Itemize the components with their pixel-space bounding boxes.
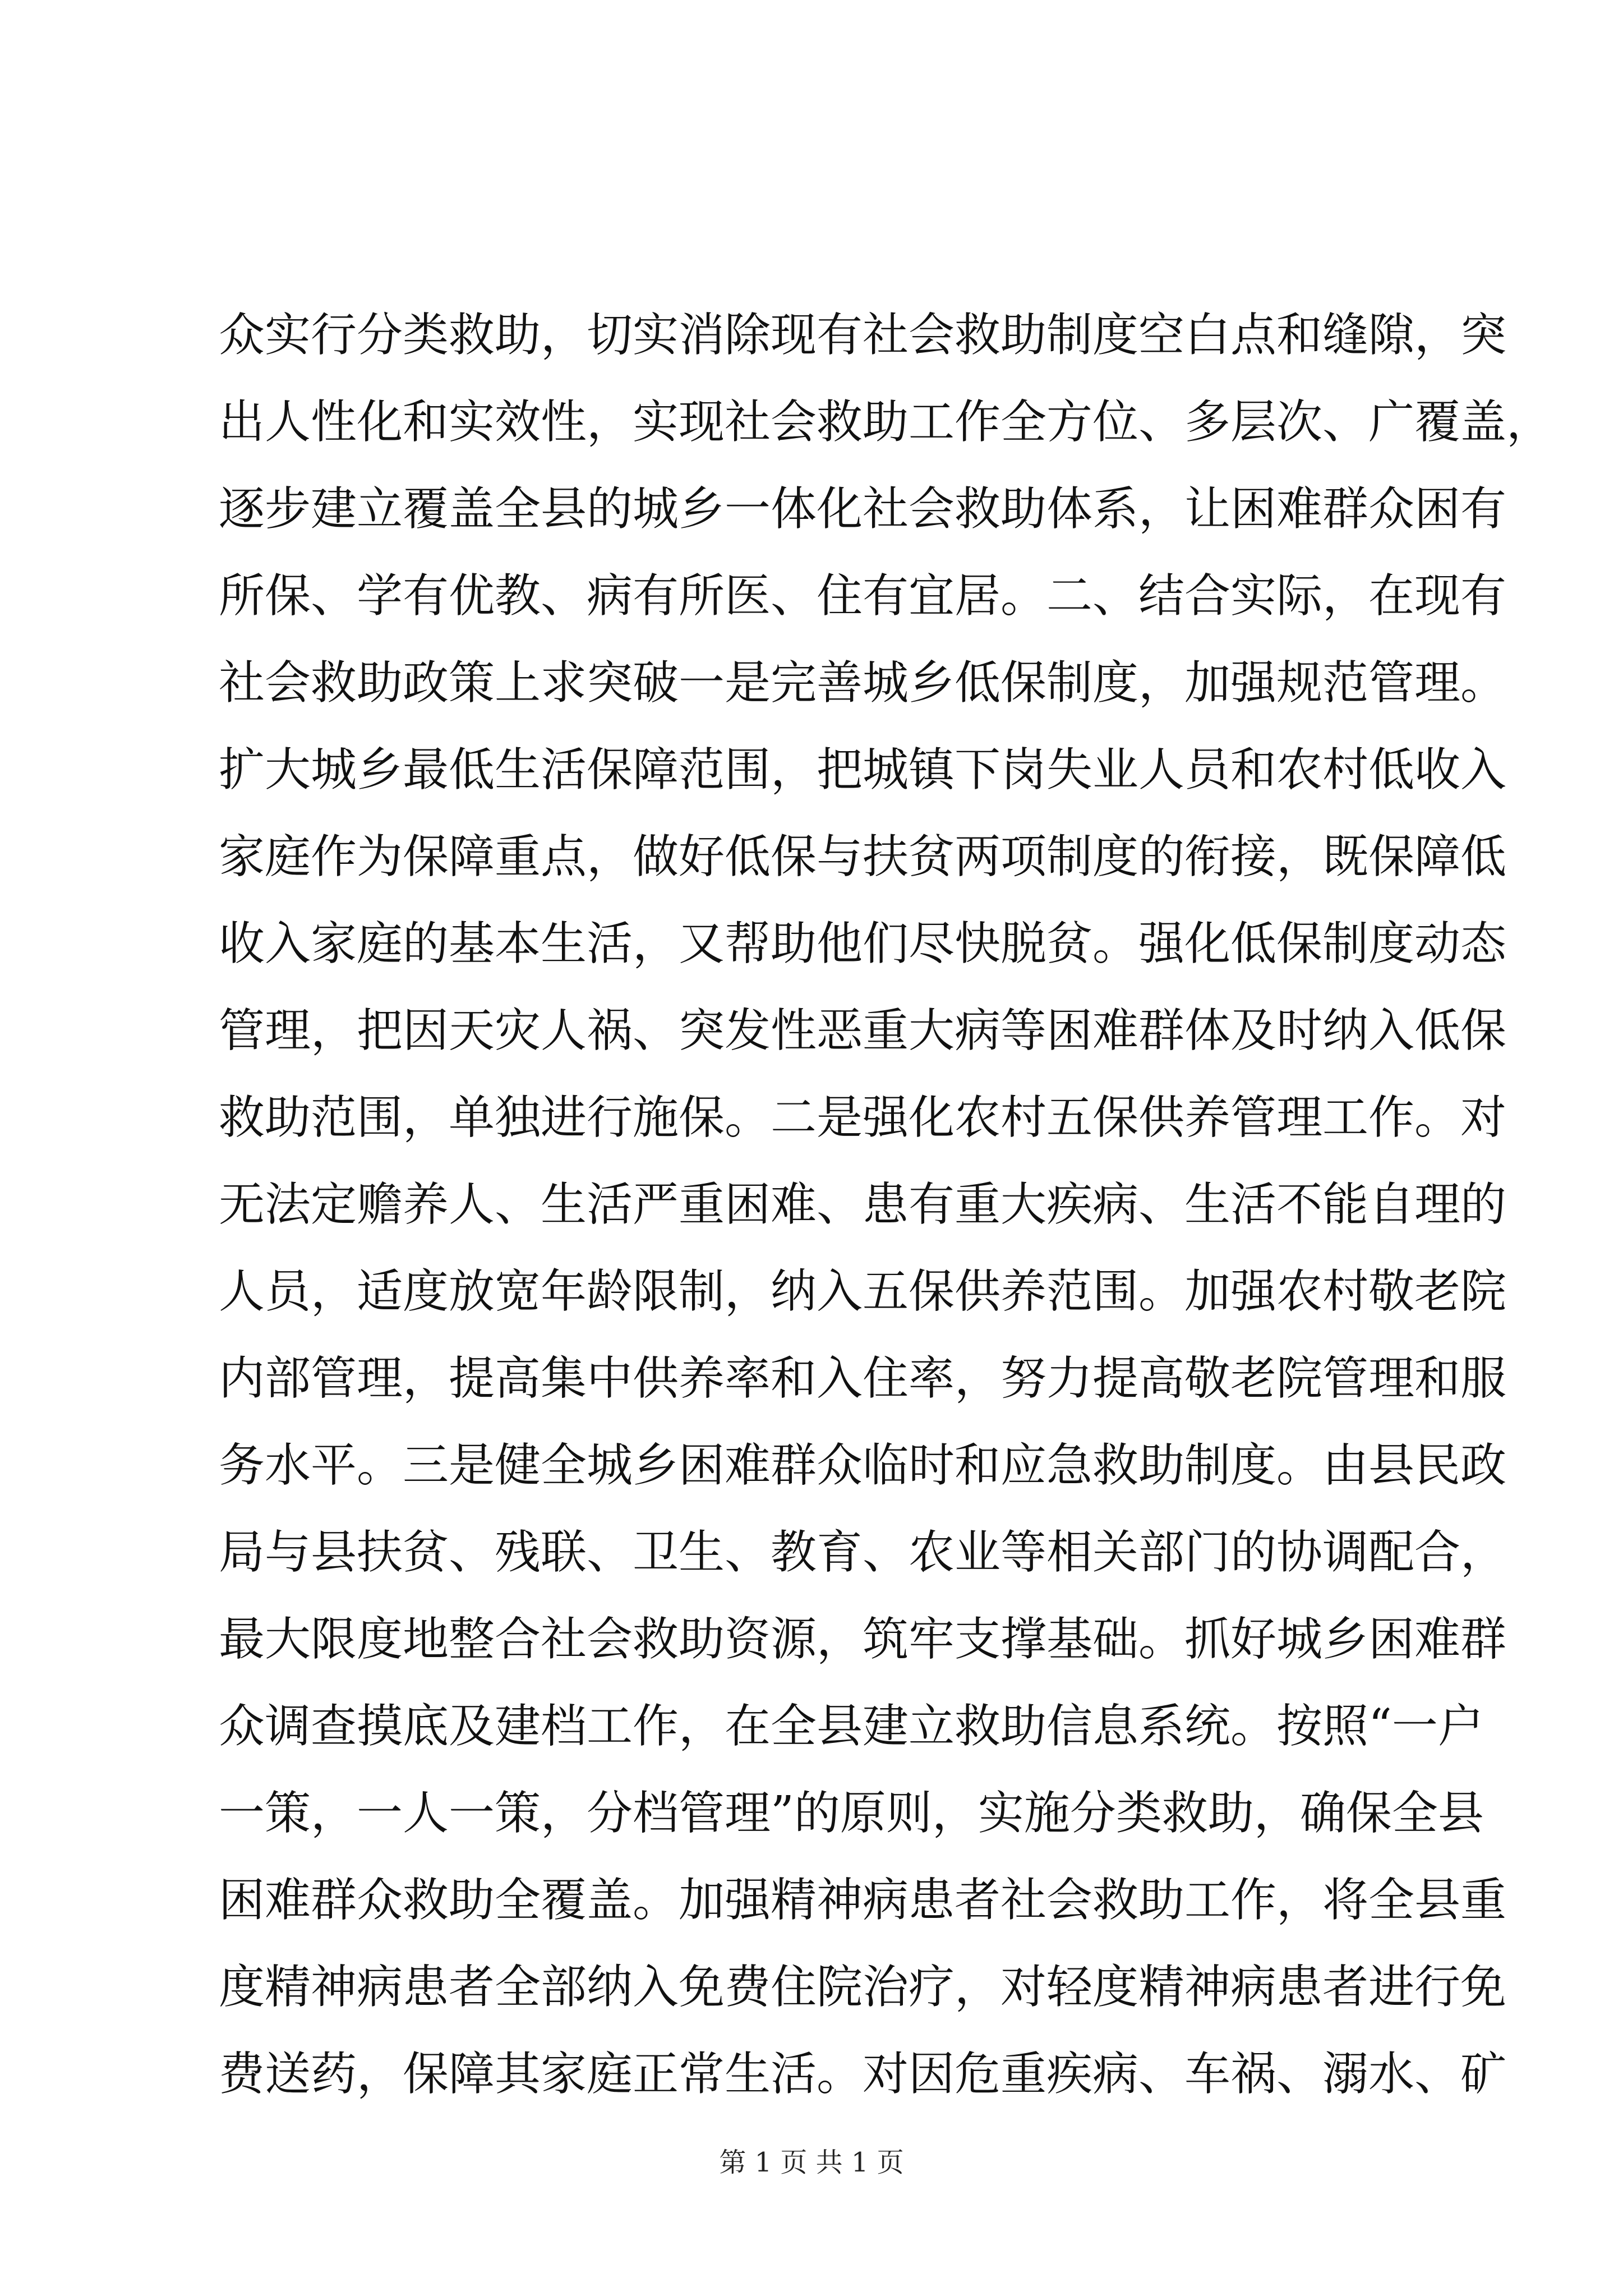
text-line: 收入家庭的基本生活，又帮助他们尽快脱贫。强化低保制度动态 — [219, 917, 1507, 970]
text-line: 众调查摸底及建档工作，在全县建立救助信息系统。按照“一户 — [219, 1700, 1484, 1753]
text-line: 无法定赡养人、生活严重困难、患有重大疾病、生活不能自理的 — [219, 1178, 1507, 1231]
text-line: 家庭作为保障重点，做好低保与扶贫两项制度的衔接，既保障低 — [219, 830, 1507, 884]
text-line: 社会救助政策上求突破一是完善城乡低保制度，加强规范管理。 — [219, 656, 1507, 710]
page-number-footer: 第 1 页 共 1 页 — [719, 2147, 904, 2178]
text-line: 困难群众救助全覆盖。加强精神病患者社会救助工作，将全县重 — [219, 1874, 1507, 1927]
text-line: 度精神病患者全部纳入免费住院治疗，对轻度精神病患者进行免 — [219, 1961, 1507, 2014]
text-line: 人员，适度放宽年龄限制，纳入五保供养范围。加强农村敬老院 — [219, 1265, 1507, 1318]
text-line: 务水平。三是健全城乡困难群众临时和应急救助制度。由县民政 — [219, 1439, 1507, 1492]
text-line: 救助范围，单独进行施保。二是强化农村五保供养管理工作。对 — [219, 1091, 1507, 1144]
text-line: 逐步建立覆盖全县的城乡一体化社会救助体系，让困难群众困有 — [219, 482, 1507, 536]
text-line: 局与县扶贫、残联、卫生、教育、农业等相关部门的协调配合， — [219, 1526, 1507, 1579]
text-line: 管理，把因天灾人祸、突发性恶重大病等困难群体及时纳入低保 — [219, 1004, 1507, 1057]
text-line: 最大限度地整合社会救助资源，筑牢支撑基础。抓好城乡困难群 — [219, 1613, 1507, 1666]
text-line: 内部管理，提高集中供养率和入住率，努力提高敬老院管理和服 — [219, 1352, 1507, 1405]
text-line: 扩大城乡最低生活保障范围，把城镇下岗失业人员和农村低收入 — [219, 743, 1507, 797]
text-line: 一策，一人一策，分档管理”的原则，实施分类救助，确保全县 — [219, 1787, 1484, 1840]
text-line: 众实行分类救助，切实消除现有社会救助制度空白点和缝隙，突 — [219, 309, 1507, 362]
text-line: 费送药，保障其家庭正常生活。对因危重疾病、车祸、溺水、矿 — [219, 2047, 1507, 2101]
text-line: 出人性化和实效性，实现社会救助工作全方位、多层次、广覆盖， — [219, 395, 1553, 449]
body-text — [219, 292, 1553, 2118]
text-line: 所保、学有优教、病有所医、住有宜居。二、结合实际，在现有 — [219, 569, 1507, 623]
